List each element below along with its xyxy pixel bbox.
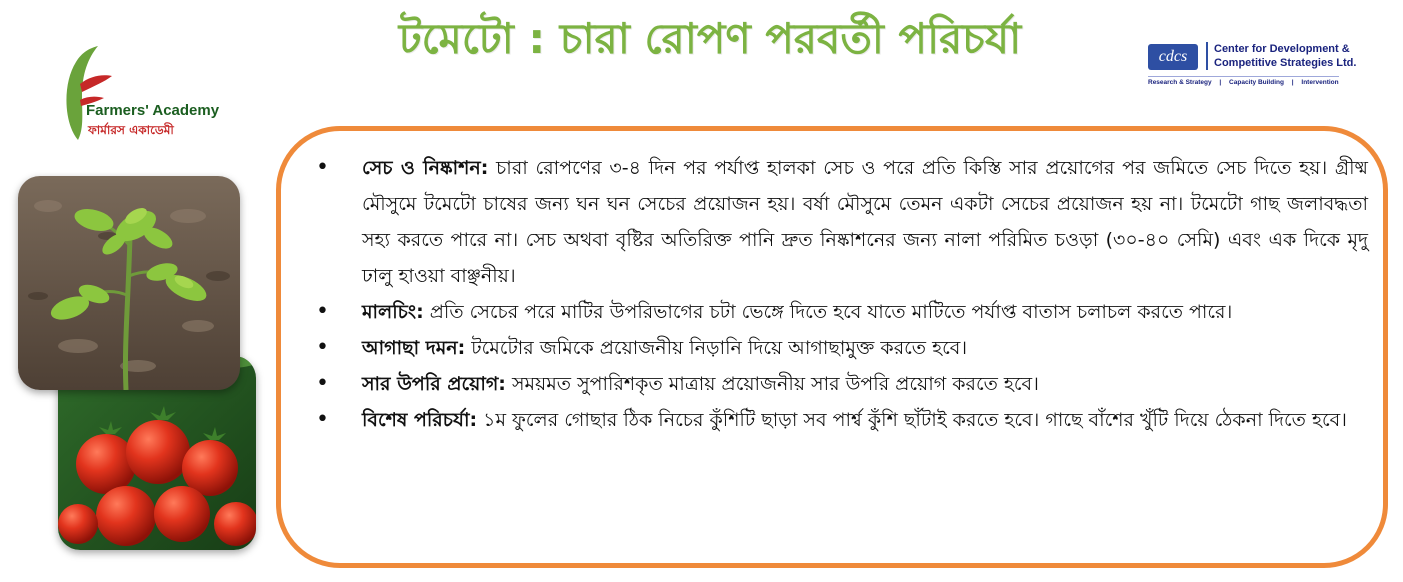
list-item bbox=[316, 150, 1368, 294]
farmers-academy-name-en: Farmers' Academy bbox=[86, 102, 220, 119]
cdcs-tagline-item: Research & Strategy bbox=[1148, 79, 1212, 86]
cdcs-name-line1: Center for Development & bbox=[1214, 43, 1350, 55]
cdcs-mark: cdcs bbox=[1148, 44, 1198, 70]
bullet-label: বিশেষ পরিচর্যা: bbox=[362, 409, 478, 431]
bullet-label: সার উপরি প্রয়োগ: bbox=[362, 373, 506, 395]
bullet-text: চারা রোপণের ৩-৪ দিন পর পর্যাপ্ত হালকা সেচ ও পরে প্রতি কিস্তি সার প্রয়োগের পর জমিতে সেচ দিতে হয়। গ্রীষ্ম মৌসুমে টমেটো চাষের জন্য ঘন ঘন সেচের প্রয়োজন হয়। বর্ষা মৌসুমে তেমন একটা সেচের প্রয়োজন হয় না। টমেটো গাছ জলাবদ্ধতা সহ্য করতে পারে না। সেচ অথবা বৃষ্টির অতিরিক্ত পানি দ্রুত নিষ্কাশনের জন্য নালা পরিমিত চওড়া (৩০-৪০ সেমি) এবং এক দিকে মৃদু ঢালু হাওয়া বাঞ্ছনীয়। bbox=[362, 157, 1368, 287]
list-item bbox=[316, 402, 1368, 438]
tomato-seedling-image bbox=[18, 176, 240, 390]
cdcs-tagline-separator: | bbox=[1291, 79, 1294, 86]
cdcs-name-line2: Competitive Strategies Ltd. bbox=[1214, 57, 1357, 69]
list-item bbox=[316, 366, 1368, 402]
page-title: টমেটো : চারা রোপণ পরবর্তী পরিচর্যা bbox=[398, 14, 1022, 63]
bullet-text: সময়মত সুপারিশকৃত মাত্রায় প্রয়োজনীয় সার উপরি প্রয়োগ করতে হবে। bbox=[505, 373, 1039, 395]
bullet-text: টমেটোর জমিকে প্রয়োজনীয় নিড়ানি দিয়ে আগাছামুক্ত করতে হবে। bbox=[465, 337, 968, 359]
list-item bbox=[316, 294, 1368, 330]
bullet-label: মালচিং: bbox=[362, 301, 424, 323]
bullet-text: ১ম ফুলের গোছার ঠিক নিচের কুঁশিটি ছাড়া সব পার্শ্ব কুঁশি ছাঁটাই করতে হবে। গাছে বাঁশের খুঁটি দিয়ে ঠেকনা দিতে হবে। bbox=[477, 409, 1347, 431]
bullet-label: আগাছা দমন: bbox=[362, 337, 466, 359]
list-item bbox=[316, 330, 1368, 366]
bullet-label: সেচ ও নিষ্কাশন: bbox=[362, 157, 489, 179]
bullet-text: প্রতি সেচের পরে মাটির উপরিভাগের চটা ভেঙ্গে দিতে হবে যাতে মাটিতে পর্যাপ্ত বাতাস চলাচল করতে পারে। bbox=[423, 301, 1233, 323]
cdcs-tagline-separator: | bbox=[1219, 79, 1222, 86]
care-instructions-list bbox=[316, 150, 1368, 438]
farmers-academy-logo bbox=[56, 44, 246, 144]
cdcs-tagline bbox=[1148, 76, 1339, 86]
farmers-academy-name-bn: ফার্মারস একাডেমী bbox=[88, 123, 174, 137]
cdcs-tagline-item: Intervention bbox=[1301, 79, 1339, 86]
cdcs-logo bbox=[1148, 42, 1368, 88]
cdcs-tagline-item: Capacity Building bbox=[1229, 79, 1284, 86]
cdcs-name bbox=[1206, 42, 1356, 70]
